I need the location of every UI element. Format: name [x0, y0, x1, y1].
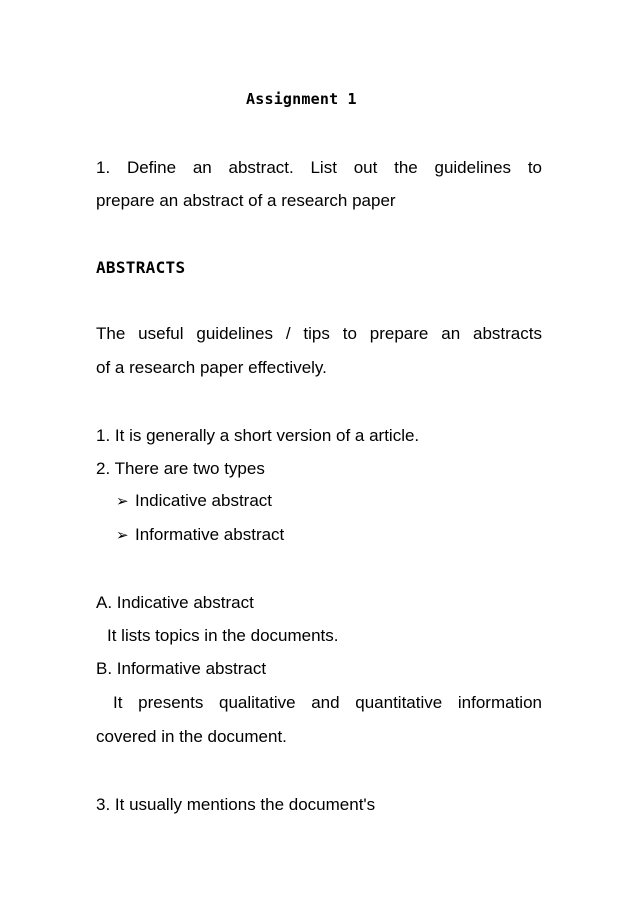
informative-desc-line-2: covered in the document. — [96, 727, 287, 746]
list-item — [116, 525, 284, 546]
point-1: 1. It is generally a short version of a article. — [96, 426, 420, 445]
informative-label: B. Informative abstract — [96, 659, 267, 678]
intro-line-2: of a research paper effectively. — [96, 358, 327, 377]
indicative-desc: It lists topics in the documents. — [107, 626, 339, 645]
question-line-2: prepare an abstract of a research paper — [96, 191, 396, 210]
arrow-bullet-icon: ➢ — [116, 527, 129, 544]
informative-desc-line-1: It presents qualitative and quantitative information — [113, 693, 542, 712]
type-indicative: Indicative abstract — [135, 491, 273, 510]
arrow-bullet-icon: ➢ — [116, 493, 129, 510]
point-3: 3. It usually mentions the document's — [96, 795, 376, 814]
point-2: 2. There are two types — [96, 459, 265, 478]
intro-line-1: The useful guidelines / tips to prepare an abstracts — [96, 324, 542, 343]
section-heading: ABSTRACTS — [96, 258, 186, 277]
assignment-title: Assignment 1 — [246, 90, 357, 108]
question-line-1: 1. Define an abstract. List out the guidelines to — [96, 158, 542, 177]
type-informative: Informative abstract — [135, 525, 285, 544]
list-item — [116, 491, 272, 512]
indicative-label: A. Indicative abstract — [96, 593, 254, 612]
